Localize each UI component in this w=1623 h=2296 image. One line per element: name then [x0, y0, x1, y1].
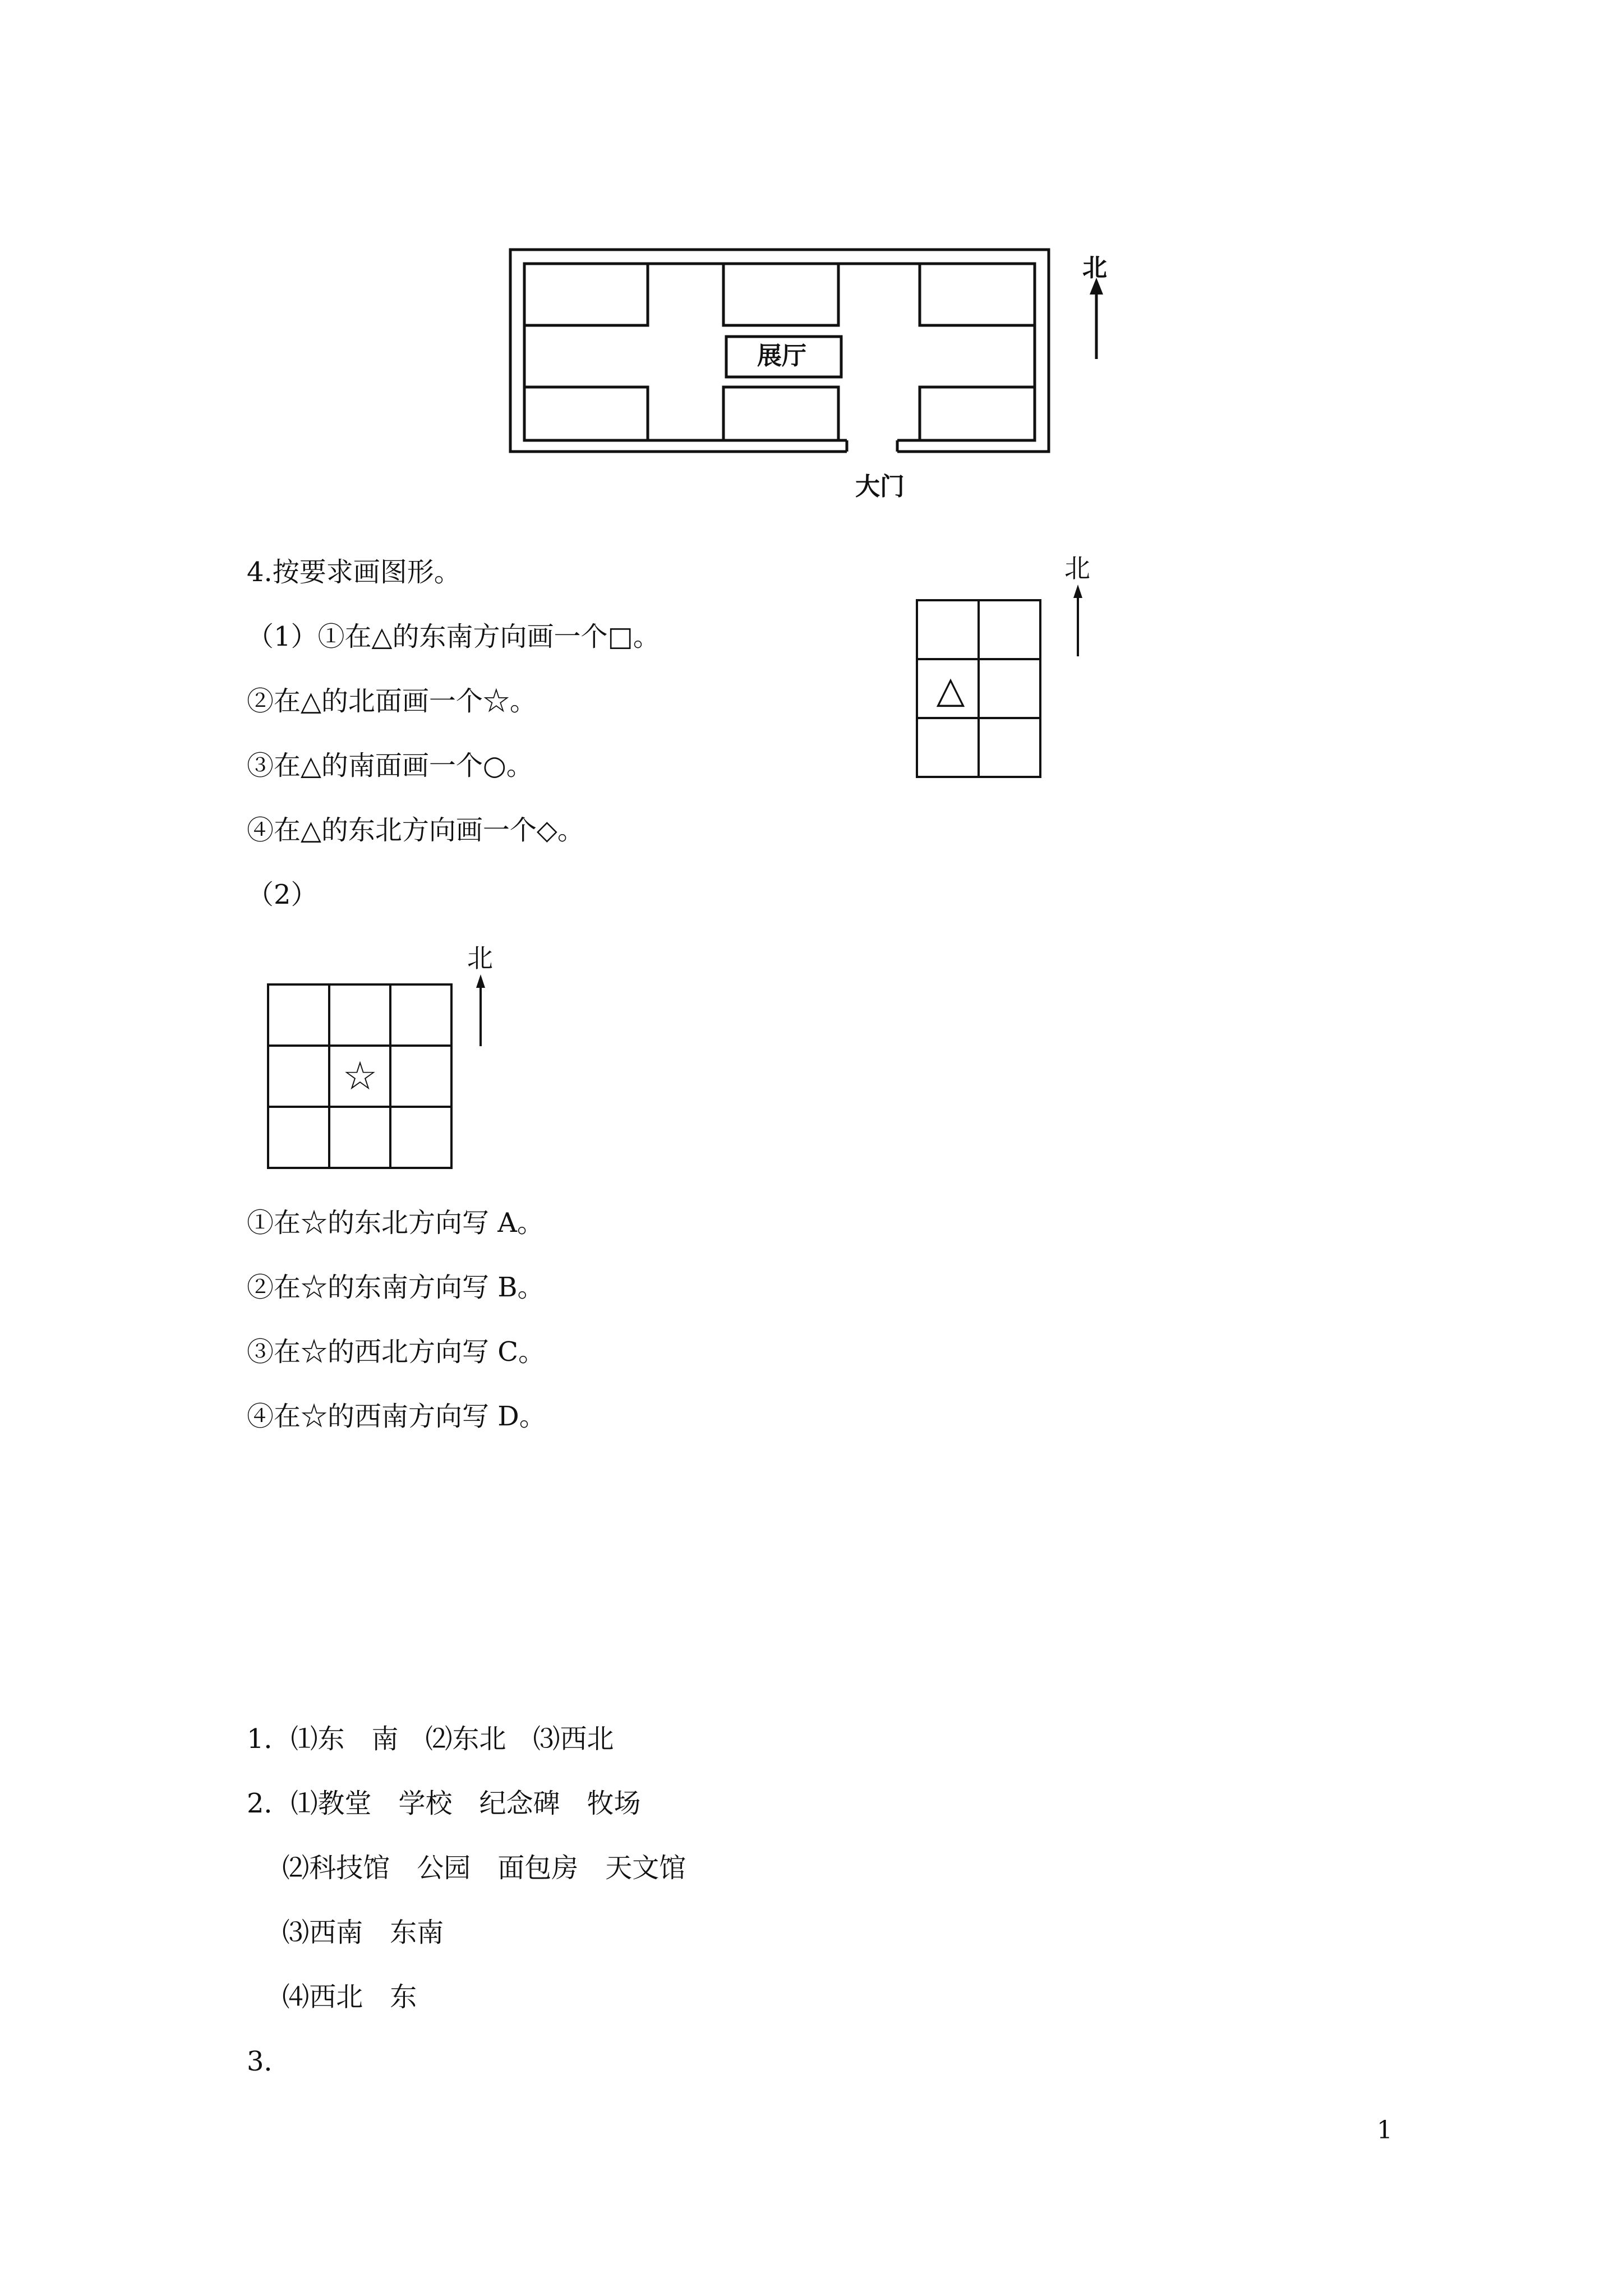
part1-item: ④在△的东北方向画一个◇。 — [247, 815, 584, 846]
answer-line: 3． — [247, 2046, 291, 2077]
part2-item: ④在☆的西南方向写 D。 — [247, 1401, 546, 1432]
part2-item: ①在☆的东北方向写 A。 — [247, 1207, 544, 1239]
page-number: 1 — [1377, 2116, 1393, 2145]
answer-line: ⑶西南 东南 — [247, 1917, 444, 1948]
part1-header: （1）①在△的东南方向画一个□。 — [247, 621, 660, 652]
answer-line: ⑵科技馆 公园 面包房 天文馆 — [247, 1852, 686, 1884]
part1-item: ③在△的南面画一个○。 — [247, 750, 533, 781]
part2-item: ③在☆的西北方向写 C。 — [247, 1336, 545, 1368]
hall-label: 展厅 — [757, 342, 806, 370]
question-title: 4.按要求画图形。 — [247, 556, 461, 588]
answer-line: 2．⑴教堂 学校 纪念碑 牧场 — [247, 1788, 641, 1819]
part2-header: （2） — [247, 879, 318, 910]
answer-line: ⑷西北 东 — [247, 1981, 417, 2013]
part1-item: ②在△的北面画一个☆。 — [247, 685, 537, 717]
part2-north-label: 北 — [467, 943, 493, 973]
gate-label: 大门 — [855, 472, 905, 501]
triangle-symbol: △ — [936, 668, 965, 711]
part1-north-label: 北 — [1064, 553, 1090, 583]
star-symbol: ☆ — [342, 1053, 378, 1099]
north-label: 北 — [1082, 254, 1107, 282]
part2-item: ②在☆的东南方向写 B。 — [247, 1272, 545, 1303]
answer-line: 1．⑴东 南 ⑵东北 ⑶西北 — [247, 1723, 614, 1755]
